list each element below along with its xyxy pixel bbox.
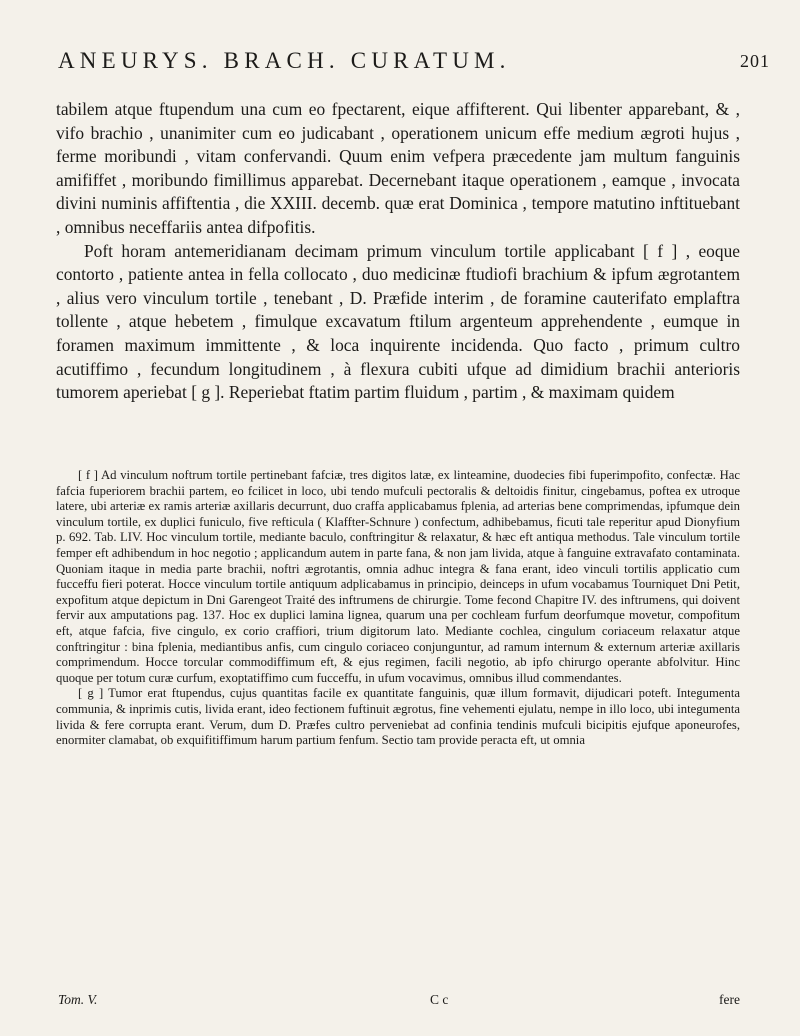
footnotes bbox=[56, 468, 740, 749]
main-text bbox=[56, 98, 740, 405]
volume-label: Tom. V. bbox=[58, 992, 98, 1007]
running-head bbox=[52, 48, 772, 82]
page-footer bbox=[56, 992, 740, 1012]
footnote-f: [ f ] Ad vinculum noftrum tortile pertinebant fafciæ, tres digitos latæ, ex linteamine, duodecies fibi fuperimpofito, confectæ. Hac fafcia fuperiorem brachii partem, eo fcilicet in loco, ubi tendo mufculi pectoralis & deltoidis finitur, cingebamus, poftea ex utroque latere, ubi arteriæ ex ramis arteriæ axillaris decurrunt, duo craffa applicabamus fplenia, ad arterias bene comprimendas, ipfumque dein vinculum tortile, ex duplici funiculo, five refticula ( Klaffter-Schnure ) confectum, adhibebamus, ficuti tale reperitur apud Dionyfium p. 692. Tab. LIV. Hoc vinculum tortile, mediante baculo, conftringitur & relaxatur, & hæc eft antiqua methodus. Tale vinculum tortile femper eft adhibendum in hoc negotio ; applicandum autem in parte fana, & non jam livida, atque à fanguine extravafato contaminata. Quoniam itaque in media parte brachii, noftri ægrotantis, omnia adhuc integra & fana erant, ideo vinculi tortilis applicatio cum fucceffu fieri poterat. Hocce vinculum tortile antiquum adplicabamus in principio, deinceps in ufum vocabamus Tourniquet Dni Petit, expofitum atque depictum in Dni Garengeot Traité des inftrumens de chirurgie. Tome fecond Chapitre IV. des inftrumens, qui doivent fervir aux amputations pag. 137. Hoc ex duplici lamina lignea, quarum una per cochleam furfum deorfumque movetur, compofitum eft, atque fafcia, five cingulo, ex corio craffiori, trium digitorum lato. Mediante cochlea, cingulum coriaceum relaxatur atque conftringitur : bina fplenia, mediantibus anfis, cum cingulo coriaceo conjunguntur, ad ramum internum & externum arteriæ axillaris comprimendum. Hocce torcular commodiffimum eft, & ejus regimen, facili negotio, ab ipfo chirurgo operante abfolvitur. Hinc quoque per totum curæ curfum, exoptatiffimo cum fucceffu, in ufum vocavimus, omnibus illud commendantes. bbox=[56, 468, 740, 685]
signature-mark: C c bbox=[430, 992, 449, 1007]
footnote-g: [ g ] Tumor erat ftupendus, cujus quantitas facile ex quantitate fanguinis, quæ illum formavit, dijudicari poteft. Integumenta communia, & inprimis cutis, livida erant, ideo fectionem fuftinuit ægrotus, fine vehementi ejulatu, nempe in illo loco, ubi integumenta livida & fere corrupta erant. Verum, dum D. Præfes cultro perveniebat ad confinia tendinis mufculi bicipitis ejufque aponeurofes, enormiter clamabat, ob exquifitiffimum harum partium fenfum. Sectio tam provide peracta eft, ut omnia bbox=[56, 686, 740, 748]
main-paragraph: tabilem atque ftupendum una cum eo fpectarent, eique affifterent. Qui libenter apparebant, & , vifo brachio , unanimiter cum eo judicabant , operationem unicum effe medium ægroti hujus , ferme moribundi , vitam confervandi. Quum enim vefpera præcedente jam multum fanguinis amififfet , moribundo fimillimus apparebat. Decernebant itaque operationem , eamque , invocata divini numinis affiftentia , die XXIII. decemb. quæ erat Dominica , tempore matutino inftituebant , omnibus neceffariis antea difpofitis. bbox=[56, 99, 740, 237]
main-paragraph: Poft horam antemeridianam decimam primum vinculum tortile applicabant [ f ] , eoque contorto , patiente antea in fella collocato , duo medicinæ ftudiofi brachium & ipfum ægrotantem , alius vero vinculum tortile , tenebant , D. Præfide interim , de foramine cauterifato emplaftra tollente , atque hebetem , fimulque excavatum ftilum argenteum apprehendente , eumque in foramen maximum immittente , & loca inquirente incidenda. Quo facto , primum cultro acutiffimo , fecundum longitudinem , à flexura cubiti ufque ad dimidium brachii anterioris tumorem aperiebat [ g ]. Reperiebat ftatim partim fluidum , partim , & maximam quidem bbox=[56, 240, 740, 403]
catchword: fere bbox=[719, 992, 740, 1007]
page-number: 201 bbox=[740, 51, 770, 71]
running-head-title: ANEURYS. BRACH. CURATUM. bbox=[58, 48, 511, 73]
